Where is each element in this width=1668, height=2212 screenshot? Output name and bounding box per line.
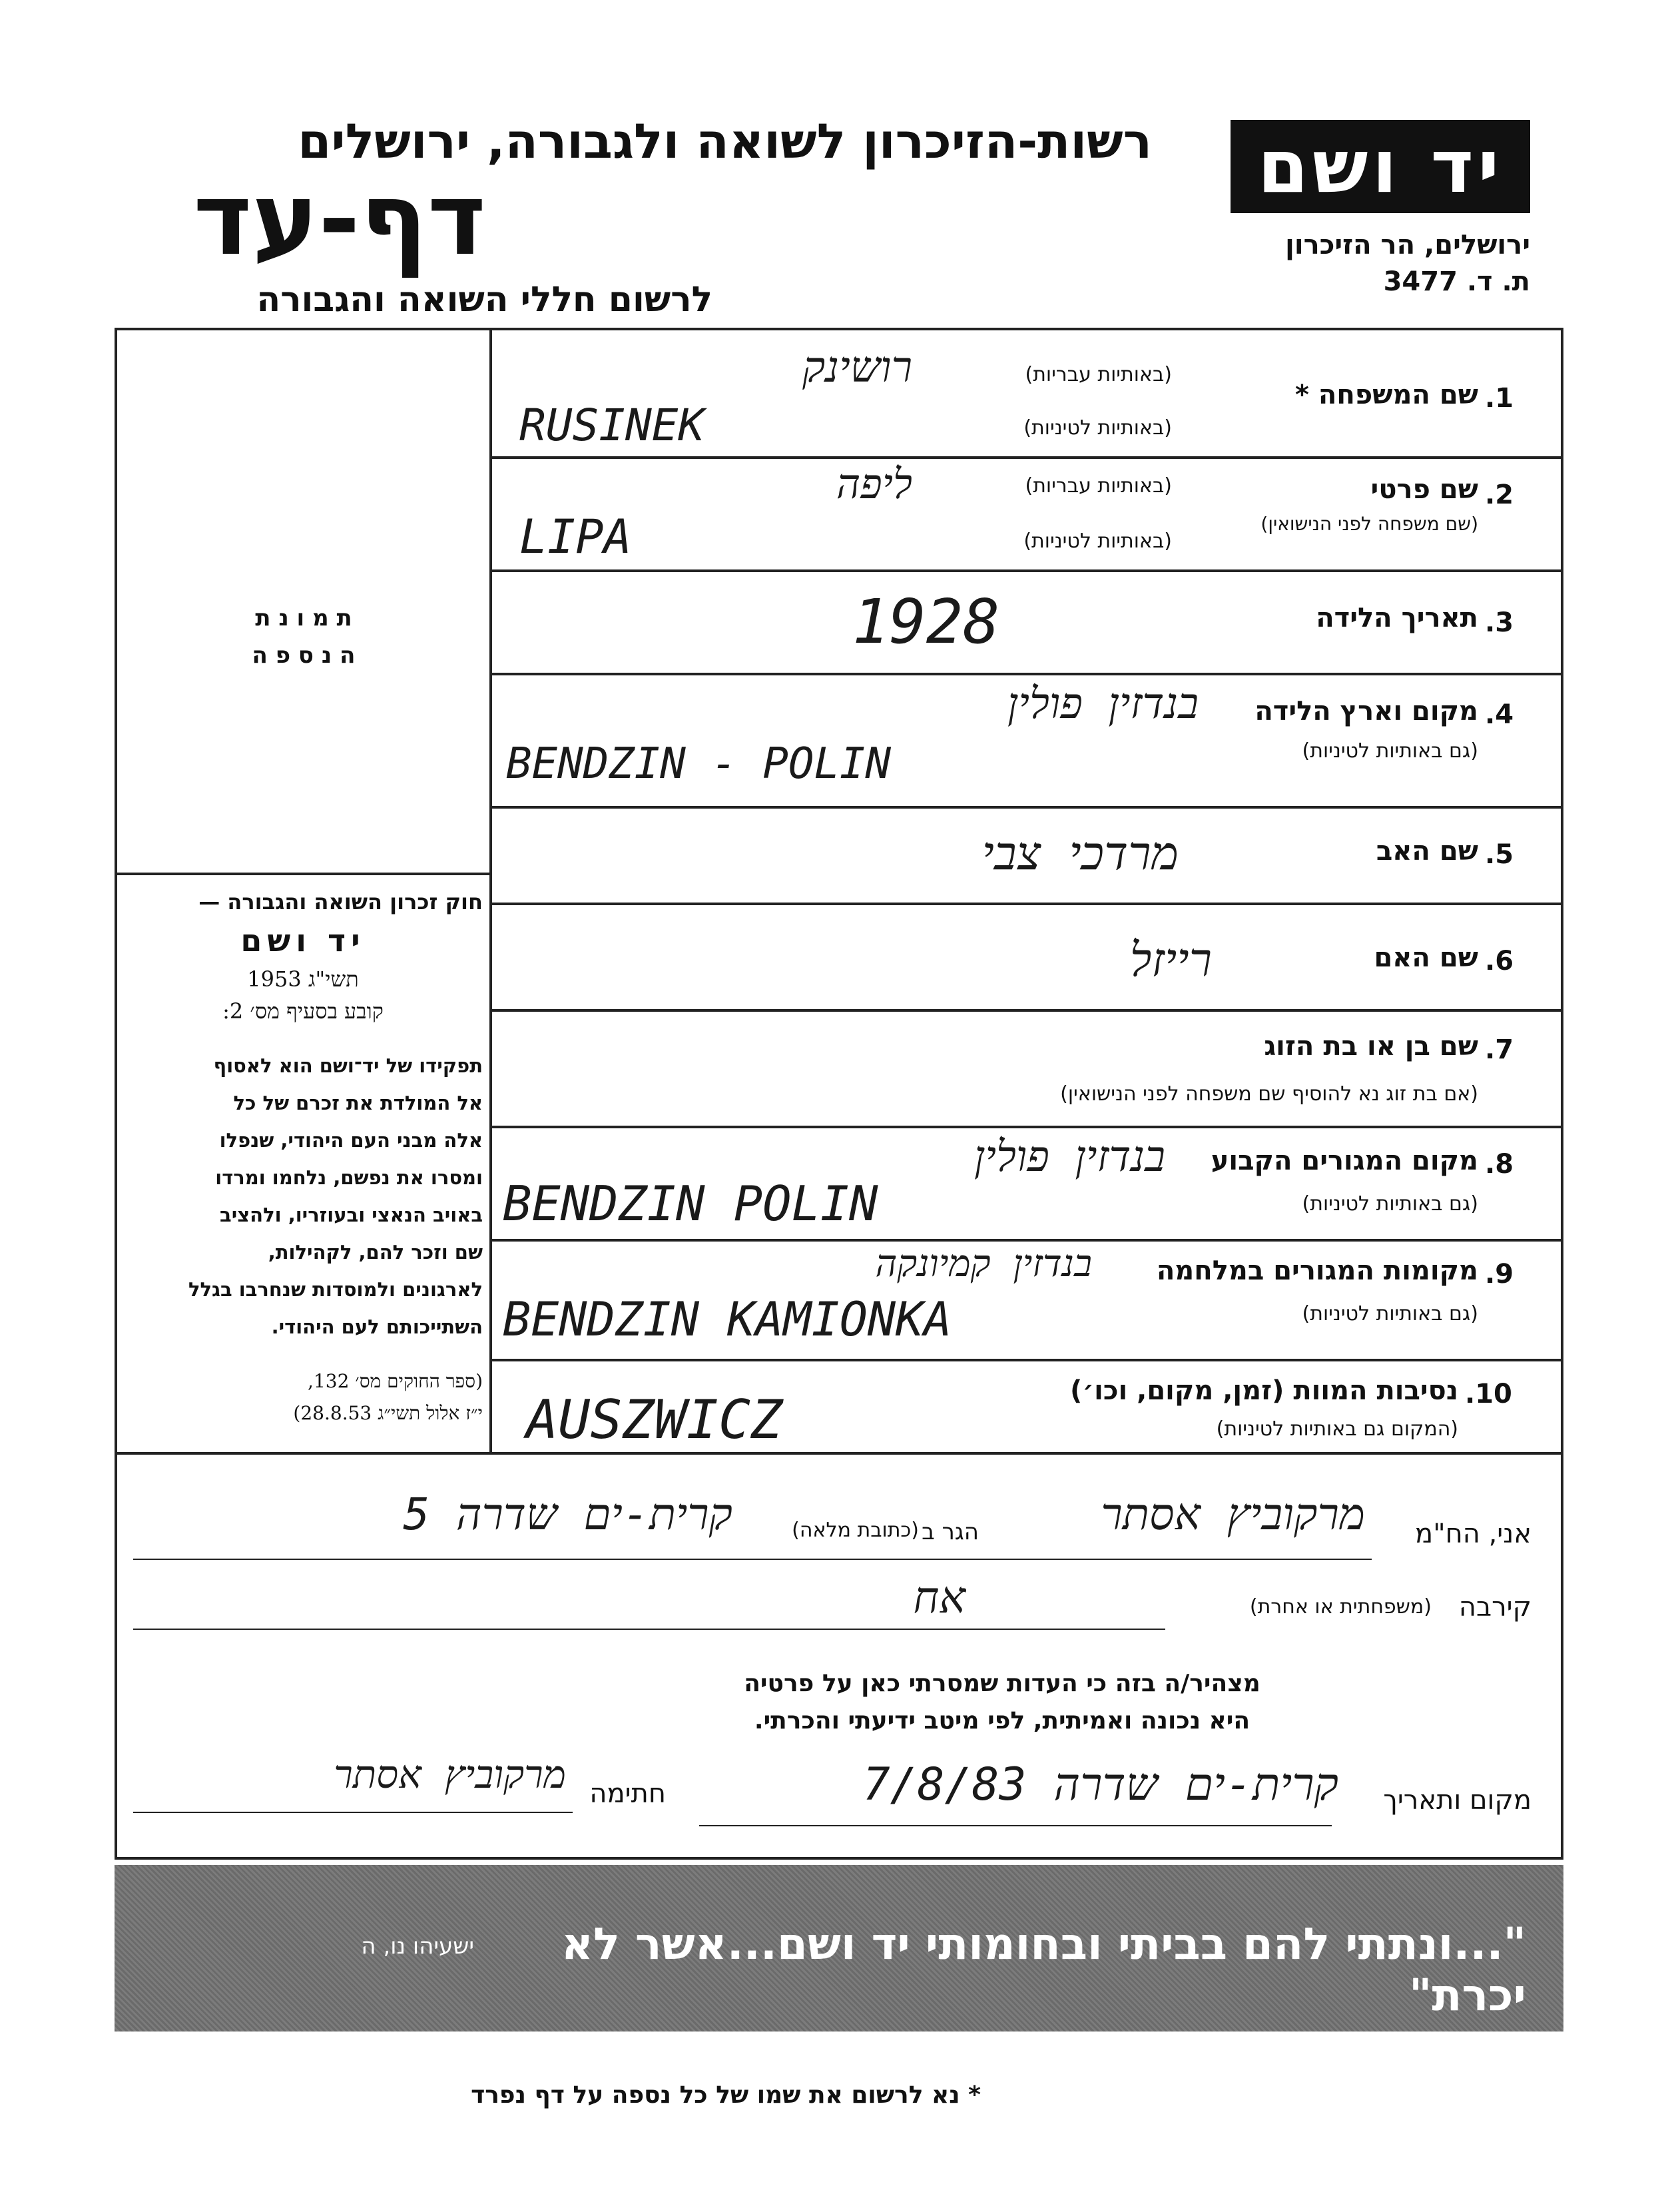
surname-latin-value: RUSINEK: [519, 400, 705, 451]
law-line: לארגונים ולמוסדות שנחרבו בגלל: [188, 1278, 483, 1301]
law-year: תשי"ג 1953: [247, 966, 359, 992]
column-divider: [489, 328, 492, 1453]
hint-hebrew: (באותיות עבריות): [1025, 363, 1172, 386]
place-date-label: מקום ותאריך: [1383, 1785, 1531, 1816]
wartime-residence-hebrew-value: בנדזין קמיונקה: [875, 1242, 1092, 1286]
yad-vashem-logo: יד ושם: [1231, 120, 1530, 213]
hint-latin: (באותיות לטיניות): [1023, 416, 1172, 440]
declarant-name-value: מרקוביץ אסתר: [1101, 1489, 1365, 1540]
law-text: [123, 1047, 483, 1345]
field-number: .9: [1485, 1259, 1514, 1290]
photo-placeholder: [117, 599, 490, 674]
field-sub: (גם באותיות לטיניות): [1302, 739, 1478, 763]
signature-value: מרקוביץ אסתר: [334, 1752, 566, 1797]
residence-latin-value: BENDZIN POLIN: [503, 1176, 878, 1232]
field-label-first-name: שם פרטי: [1370, 474, 1478, 505]
law-line: השתייכותם לעם היהודי.: [271, 1315, 483, 1338]
field-number: .4: [1485, 699, 1514, 730]
field-label-residence: מקום המגורים הקבוע: [1211, 1146, 1478, 1176]
death-circumstances-value: AUSZWICZ: [526, 1389, 783, 1451]
mother-name-value: רייזל: [1129, 932, 1212, 987]
location: ירושלים, הר הזיכרון: [1285, 230, 1530, 260]
field-label-mother-name: שם האם: [1374, 942, 1478, 973]
row-divider: [491, 1009, 1563, 1012]
field-number: .1: [1485, 383, 1514, 414]
law-title: חוק זכרון השואה והגבורה —: [198, 889, 483, 915]
relation-value: אח: [913, 1572, 966, 1623]
field-number: .8: [1485, 1149, 1514, 1180]
wartime-residence-latin-value: BENDZIN KAMIONKA: [503, 1292, 952, 1347]
declarant-i-label: אני, הח"מ: [1415, 1519, 1531, 1549]
field-sub: (שם משפחה לפני הנישואין): [1260, 513, 1478, 535]
law-line: אלה מבני העם היהודי, שנפלו: [219, 1129, 483, 1152]
name-line: [133, 1559, 1372, 1560]
field-label-spouse: שם בן או בת הזוג: [1264, 1031, 1478, 1062]
section-divider: [115, 1452, 1563, 1455]
field-label-wartime-residence: מקומות המגורים במלחמה: [1156, 1256, 1478, 1286]
law-name: יד ושם: [240, 922, 366, 958]
form-title: דף-עד: [193, 162, 486, 278]
row-divider: [491, 1126, 1563, 1128]
residence-hebrew-value: בנדזין פולין: [973, 1132, 1165, 1182]
field-number: .10: [1465, 1379, 1512, 1409]
field-label-death-circumstances: נסיבות המוות (זמן, מקום, וכו׳): [1070, 1375, 1458, 1406]
residing-label: הגר ב: [922, 1519, 979, 1545]
law-line: תפקידו של יד־ושם הוא לאסוף: [213, 1054, 483, 1077]
first-name-latin-value: LIPA: [519, 510, 632, 564]
law-section: [123, 886, 483, 1429]
row-divider: [491, 456, 1563, 459]
photo-label-1: ת מ ו נ ת: [255, 605, 352, 631]
field-number: .7: [1485, 1034, 1514, 1065]
address-value: קרית-ים שדרה 5: [403, 1489, 732, 1540]
field-label-surname: שם המשפחה *: [1295, 380, 1478, 410]
signature-line: [133, 1812, 573, 1813]
hint-hebrew: (באותיות עבריות): [1025, 474, 1172, 498]
law-line: שם וזכר להם, לקהילות,: [268, 1241, 483, 1264]
row-divider: [491, 1239, 1563, 1242]
row-divider: [491, 673, 1563, 675]
birth-place-latin-value: BENDZIN - POLIN: [506, 739, 891, 789]
field-sub: (אם בת זוג נא להוסיף שם משפחה לפני הנישואין): [1060, 1082, 1478, 1106]
field-sub: (גם באותיות לטיניות): [1302, 1192, 1478, 1216]
po-box: ת. ד. 3477: [1383, 266, 1530, 297]
banner-citation: ישעיהו נו, ה: [361, 1933, 474, 1960]
footnote: * נא לרשום את שמו של כל נספה על דף נפרד: [471, 2081, 981, 2109]
field-sub: (גם באותיות לטיניות): [1302, 1302, 1478, 1325]
relation-hint: (משפחתית או אחרת): [1249, 1595, 1432, 1619]
field-sub: (המקום גם באותיות לטיניות): [1216, 1417, 1458, 1441]
authority-name: רשות-הזיכרון לשואה ולגבורה, ירושלים: [298, 113, 1152, 169]
declaration-text: [466, 1665, 1538, 1740]
birth-date-value: 1928: [852, 586, 1000, 657]
field-number: .6: [1485, 946, 1514, 976]
law-line: באויב הנאצי ובעוזריו, ולהציב: [220, 1204, 483, 1226]
row-divider: [491, 806, 1563, 809]
birth-place-hebrew-value: בנדזין פולין: [1007, 679, 1199, 729]
law-date: י״ז אלול תשי״ג 28.8.53): [293, 1402, 483, 1424]
banner-quote: "...ונתתי להם בביתי ובחומותי יד ושם...אשר לא יכרת": [561, 1918, 1526, 2021]
photo-divider: [115, 873, 491, 875]
field-label-birth-date: תאריך הלידה: [1316, 603, 1478, 633]
law-line: ומסרו את נפשם, נלחמו ומרדו: [215, 1166, 483, 1189]
row-divider: [491, 569, 1563, 572]
row-divider: [491, 903, 1563, 905]
quote-banner: [115, 1865, 1563, 2031]
surname-hebrew-value: רושינק: [802, 343, 912, 392]
row-divider: [491, 1359, 1563, 1361]
form-subtitle: לרשום חללי השואה והגבורה: [256, 280, 712, 320]
address-hint: (כתובת מלאה): [792, 1519, 919, 1542]
law-line: אל המולדת את זכרם של כל: [233, 1092, 483, 1114]
law-source: (ספר החוקים מס׳ 132,: [308, 1370, 483, 1392]
declaration-line: מצהיר/ה בזה כי העדות שמסרתי כאן על פרטיה: [744, 1670, 1260, 1697]
relation-label: קירבה: [1458, 1592, 1531, 1623]
field-label-birth-place: מקום וארץ הלידה: [1254, 696, 1478, 727]
declaration-line: היא נכונה ואמיתית, לפי מיטב ידיעתי והכרתי.: [754, 1707, 1251, 1734]
field-number: .2: [1485, 480, 1514, 510]
photo-label-2: ה נ ס פ ה: [252, 642, 356, 669]
field-label-father-name: שם האב: [1376, 836, 1478, 867]
law-clause: קובע בסעיף מס׳ 2:: [222, 998, 384, 1024]
place-date-value: קרית-ים שדרה 7/8/83: [862, 1758, 1338, 1811]
place-date-line: [699, 1825, 1332, 1826]
hint-latin: (באותיות לטיניות): [1023, 530, 1172, 553]
signature-label: חתימה: [589, 1778, 666, 1809]
relation-line: [133, 1629, 1165, 1630]
field-number: .3: [1485, 607, 1514, 638]
field-number: .5: [1485, 839, 1514, 870]
father-name-value: מרדכי צבי: [981, 826, 1179, 881]
first-name-hebrew-value: ליפה: [836, 460, 912, 508]
